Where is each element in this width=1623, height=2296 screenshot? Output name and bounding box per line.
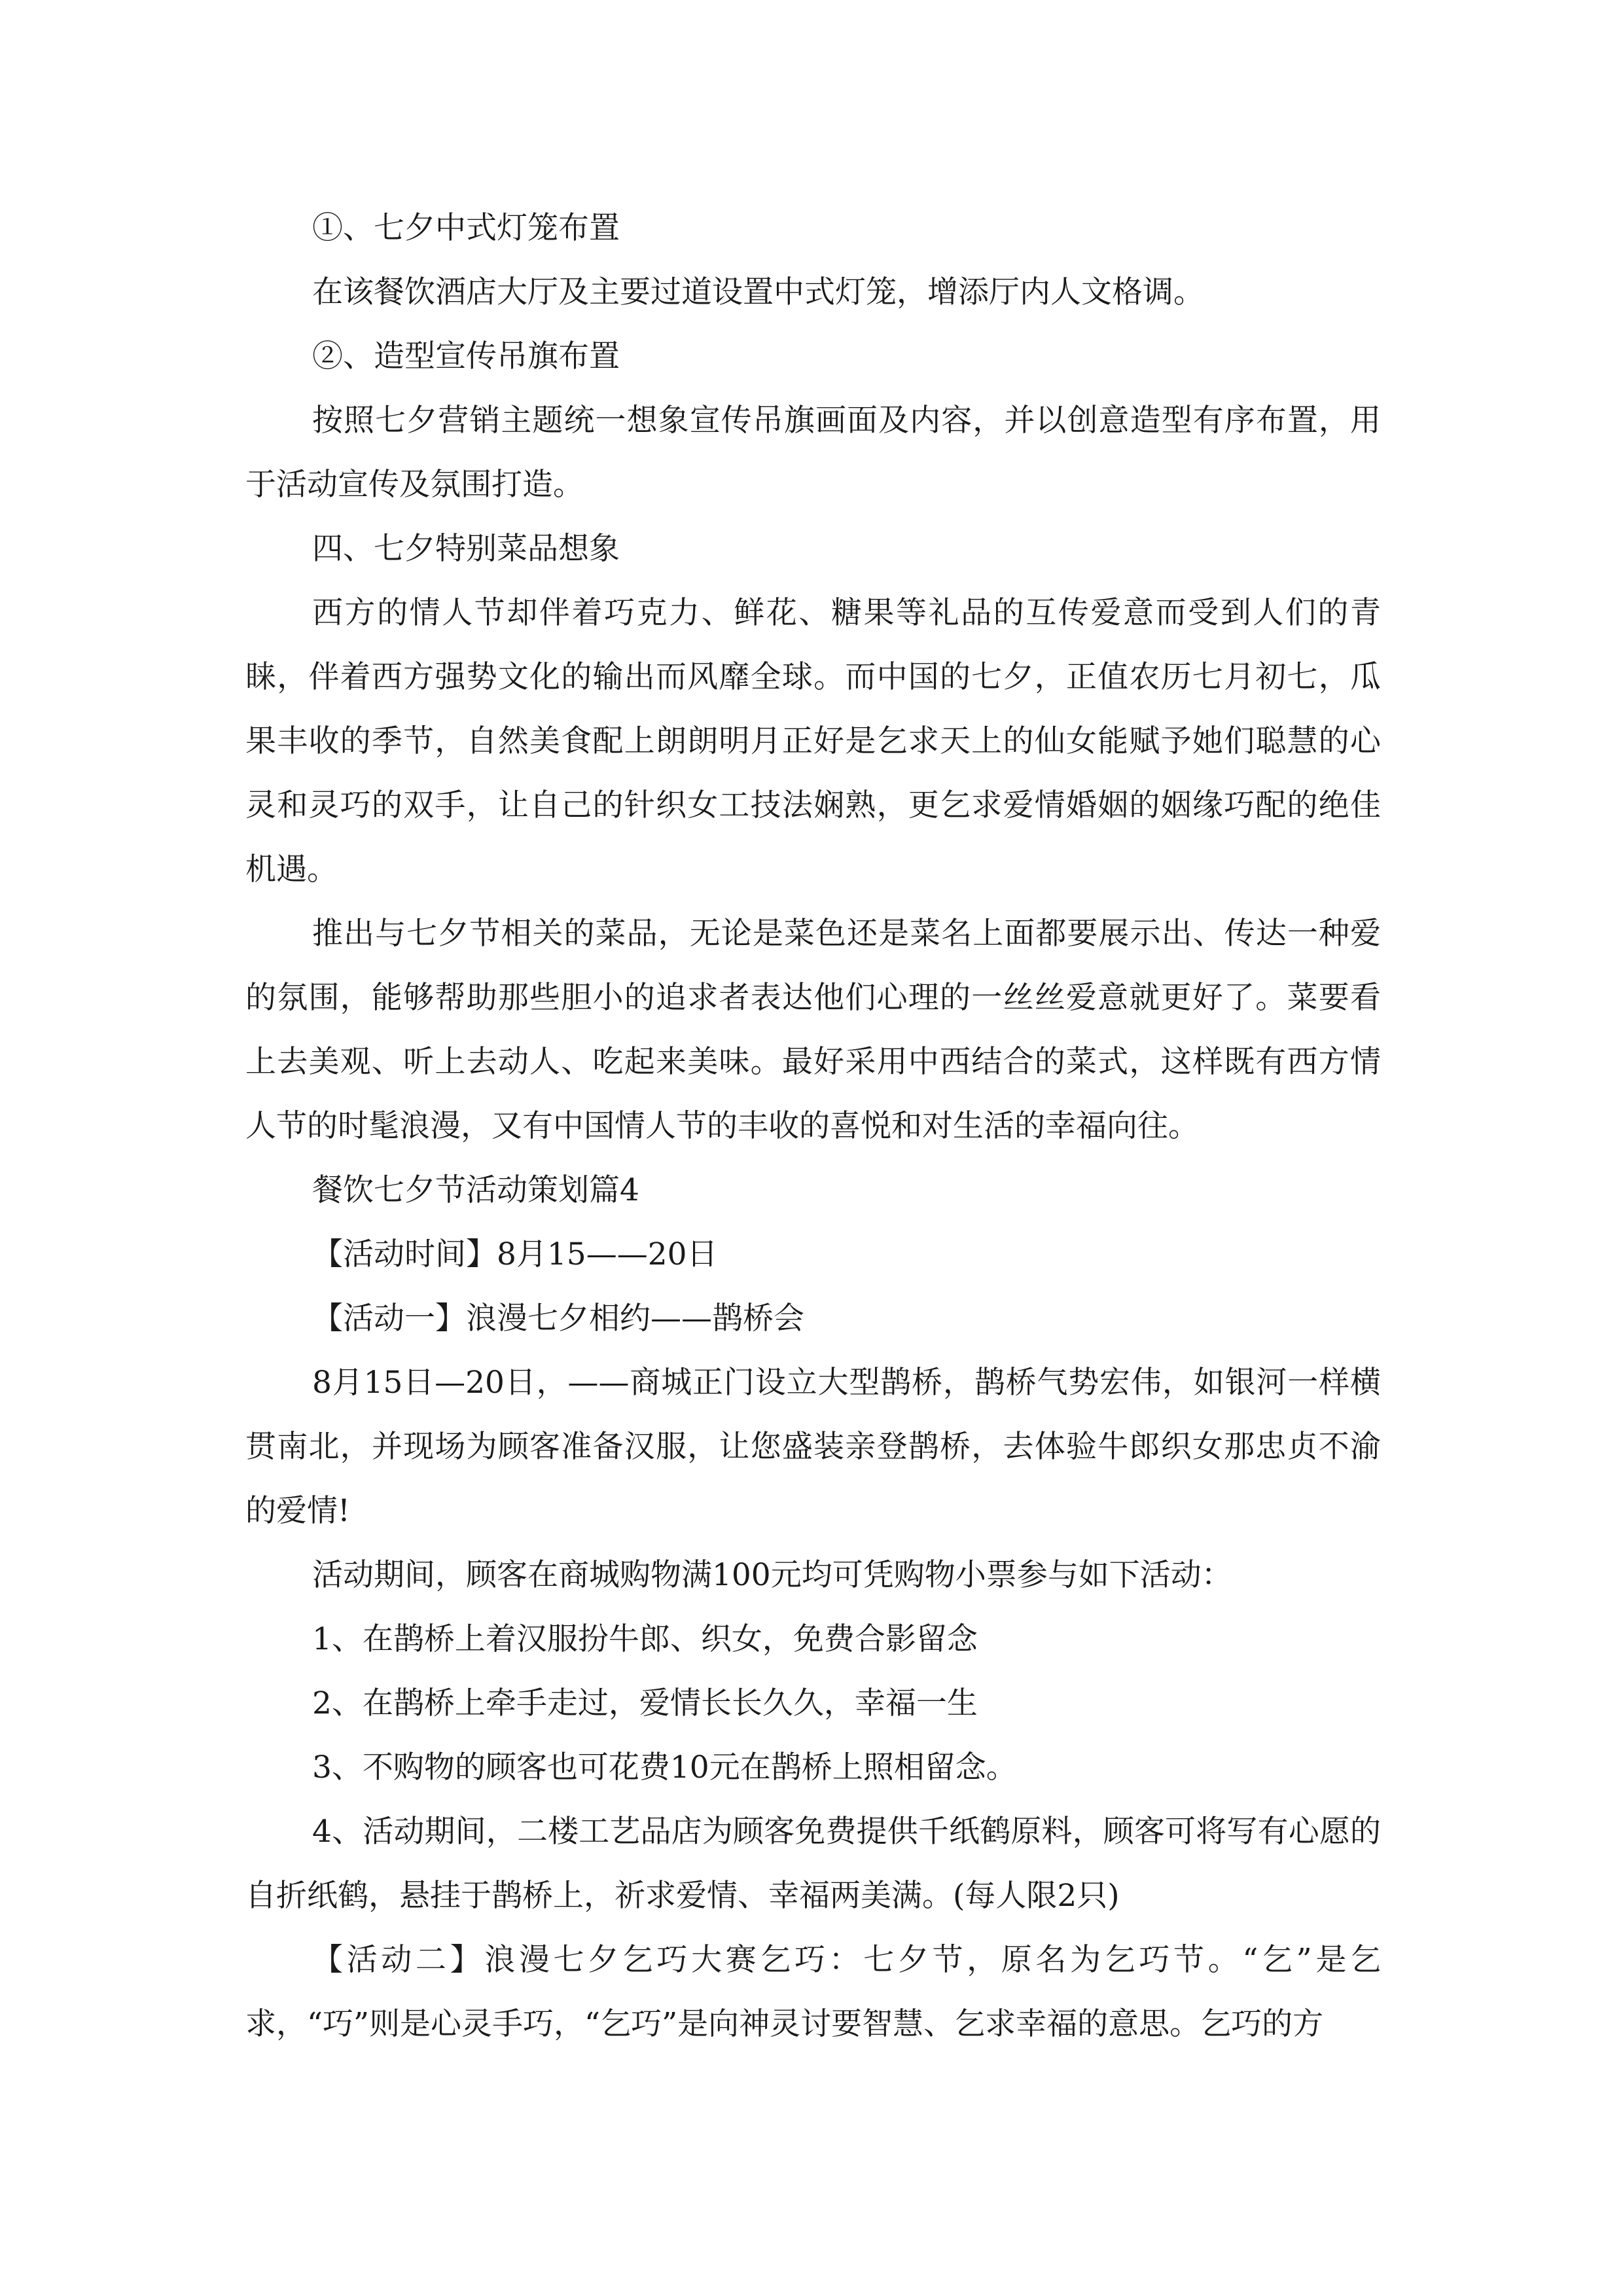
paragraph-activity-conditions: 活动期间，顾客在商城购物满100元均可凭购物小票参与如下活动： bbox=[312, 1557, 1232, 1593]
paragraph-activity-one-body: 8月15日—20日，——商城正门设立大型鹊桥，鹊桥气势宏伟，如银河一样横贯南北，并现场为顾客准备汉服，让您盛装亲登鹊桥，去体验牛郎织女那忠贞不渝的爱情! bbox=[245, 1365, 1381, 1529]
list-item-4: 4、活动期间，二楼工艺品店为顾客免费提供千纸鹤原料，顾客可将写有心愿的自折纸鹤，悬挂于鹊桥上，祈求爱情、幸福两美满。(每人限2只) bbox=[245, 1814, 1381, 1914]
section-heading-special-dishes: 四、七夕特别菜品想象 bbox=[312, 531, 620, 567]
list-item-3: 3、不购物的顾客也可花费10元在鹊桥上照相留念。 bbox=[312, 1749, 1017, 1785]
list-item-1: 1、在鹊桥上着汉服扮牛郎、织女，免费合影留念 bbox=[312, 1621, 978, 1657]
paragraph-activity-time: 【活动时间】8月15——20日 bbox=[312, 1236, 718, 1272]
paragraph-banner-body: 按照七夕营销主题统一想象宣传吊旗画面及内容，并以创意造型有序布置，用于活动宣传及氛围打造。 bbox=[245, 403, 1381, 503]
paragraph-activity-two: 【活动二】浪漫七夕乞巧大赛乞巧：七夕节，原名为乞巧节。“乞”是乞求，“巧”则是心灵手巧，“乞巧”是向神灵讨要智慧、乞求幸福的意思。乞巧的方 bbox=[245, 1942, 1381, 2042]
section-title-part-4: 餐饮七夕节活动策划篇4 bbox=[312, 1172, 639, 1208]
paragraph-banner-heading: ②、造型宣传吊旗布置 bbox=[312, 338, 620, 374]
list-item-2: 2、在鹊桥上牵手走过，爱情长长久久，幸福一生 bbox=[312, 1685, 978, 1721]
paragraph-lantern-heading: ①、七夕中式灯笼布置 bbox=[312, 210, 620, 246]
paragraph-activity-one-title: 【活动一】浪漫七夕相约——鹊桥会 bbox=[312, 1300, 804, 1336]
paragraph-valentines-comparison: 西方的情人节却伴着巧克力、鲜花、糖果等礼品的互传爱意而受到人们的青睐，伴着西方强势文化的输出而风靡全球。而中国的七夕，正值农历七月初七，瓜果丰收的季节，自然美食配上朗朗明月正好是乞求天上的仙女能赋予她们聪慧的心灵和灵巧的双手，让自己的针织女工技法娴熟，更乞求爱情婚姻的姻缘巧配的绝佳机遇。 bbox=[245, 595, 1381, 888]
document-page bbox=[245, 196, 1381, 2056]
paragraph-dishes-description: 推出与七夕节相关的菜品，无论是菜色还是菜名上面都要展示出、传达一种爱的氛围，能够帮助那些胆小的追求者表达他们心理的一丝丝爱意就更好了。菜要看上去美观、听上去动人、吃起来美味。最好采用中西结合的菜式，这样既有西方情人节的时髦浪漫，又有中国情人节的丰收的喜悦和对生活的幸福向往。 bbox=[245, 916, 1381, 1144]
paragraph-lantern-body: 在该餐饮酒店大厅及主要过道设置中式灯笼，增添厅内人文格调。 bbox=[312, 274, 1204, 310]
